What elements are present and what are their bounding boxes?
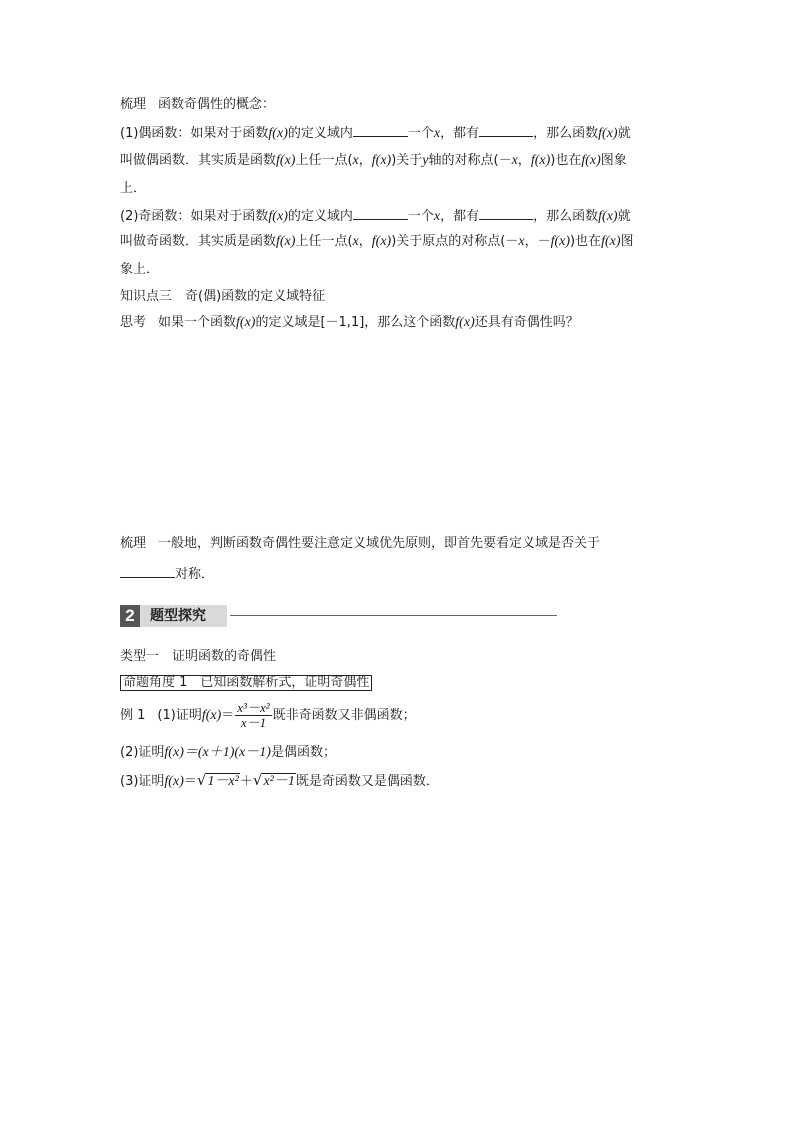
odd-def-line-2 (120, 233, 634, 251)
knowledge-point-3-title (120, 288, 325, 306)
radicand: 1－x² (207, 774, 239, 789)
even-def-line-2 (120, 152, 627, 170)
example-text: 是偶函数； (270, 745, 336, 760)
fx-symbol: f(x) (581, 153, 601, 168)
fx-symbol: f(x) (268, 209, 288, 224)
summary-2-line-2 (120, 563, 214, 584)
type-1-title (120, 648, 276, 666)
fill-blank[interactable] (353, 205, 408, 220)
fx-symbol: f(x) (598, 126, 618, 141)
radical-sign-icon: √ (252, 771, 263, 789)
fx-symbol: f(x) (601, 234, 621, 249)
even-text: 轴的对称点(－ (428, 153, 512, 168)
plus-sign: ＋ (239, 774, 253, 789)
example-1-part-1 (120, 700, 416, 732)
fill-blank[interactable] (120, 563, 175, 578)
odd-text: )关于原点的对称点(－ (391, 234, 519, 249)
even-text: 上． (120, 181, 147, 196)
summary-label: 梳理 (120, 536, 147, 551)
example-text: (1)证明 (157, 708, 202, 723)
radicand: x²－1 (263, 774, 295, 789)
x-symbol: x (511, 153, 518, 168)
summary-text: 函数奇偶性的概念： (158, 97, 276, 112)
fill-blank[interactable] (353, 122, 408, 137)
even-text: 叫做偶函数．其实质是函数 (120, 153, 277, 168)
even-text: ，都有 (440, 126, 480, 141)
odd-text: ，－ (524, 234, 551, 249)
y-symbol: y (422, 153, 429, 168)
summary-2 (120, 535, 600, 553)
even-text: (1)偶函数：如果对于函数 (120, 126, 269, 141)
x-symbol: x (433, 209, 441, 224)
even-def-line-1 (120, 122, 631, 143)
section-title: 题型探究 (140, 605, 227, 627)
x-symbol: x (352, 153, 359, 168)
x-symbol: x (352, 234, 359, 249)
fx-symbol: f(x) (276, 234, 296, 249)
summary-label: 梳理 (120, 97, 147, 112)
fx-symbol: f(x) (455, 315, 475, 330)
knowledge-title-text: 知识点三 奇(偶)函数的定义域特征 (120, 289, 326, 304)
fill-blank[interactable] (479, 205, 533, 220)
summary-text: 对称． (175, 567, 215, 582)
example-1-part-2 (120, 744, 336, 762)
equals-sign: ＝ (221, 708, 235, 723)
x-symbol: x (433, 126, 441, 141)
sqrt-expression (197, 771, 240, 791)
even-text: 图象 (600, 153, 627, 168)
even-text: ，那么函数 (533, 126, 599, 141)
odd-def-line-3 (120, 261, 159, 279)
even-text: ， (358, 153, 372, 168)
think-label: 思考 (120, 315, 147, 330)
expression: ＝(x＋1)(x－1) (183, 745, 271, 760)
odd-text: 就 (617, 209, 631, 224)
odd-text: 的定义域内 (287, 209, 353, 224)
even-text: )也在 (550, 153, 582, 168)
think-question (120, 314, 579, 332)
think-text: 如果一个函数 (158, 315, 237, 330)
example-label: 例 1 (120, 708, 146, 723)
even-text: ， (517, 153, 531, 168)
example-text: 既是奇函数又是偶函数． (295, 774, 439, 789)
x-symbol: x (518, 234, 525, 249)
fx-symbol: f(x) (550, 234, 571, 249)
fx-symbol: f(x) (268, 126, 288, 141)
fraction (235, 701, 271, 730)
summary-1 (120, 96, 275, 114)
proposition-angle (120, 674, 372, 692)
fx-symbol: f(x) (276, 153, 296, 168)
fx-symbol: f(x) (164, 774, 184, 789)
fx-symbol: f(x) (530, 153, 551, 168)
odd-text: ， (358, 234, 372, 249)
example-text: (3)证明 (120, 774, 165, 789)
fx-symbol: f(x) (598, 209, 618, 224)
odd-text: 叫做奇函数．其实质是函数 (120, 234, 277, 249)
odd-text: ，都有 (440, 209, 480, 224)
fx-symbol: f(x) (371, 234, 392, 249)
proposition-angle-box: 命题角度 1 已知函数解析式，证明奇偶性 (120, 675, 372, 691)
sqrt-expression (253, 771, 296, 791)
odd-text: (2)奇函数：如果对于函数 (120, 209, 269, 224)
fx-symbol: f(x) (236, 315, 256, 330)
example-text: (2)证明 (120, 745, 165, 760)
odd-text: 图 (620, 234, 634, 249)
think-text: 还具有奇偶性吗？ (474, 315, 579, 330)
think-text: 的定义域是[－1,1]，那么这个函数 (255, 315, 456, 330)
even-text: 上任一点( (295, 153, 353, 168)
fx-symbol: f(x) (371, 153, 392, 168)
fx-symbol: f(x) (201, 708, 222, 723)
fill-blank[interactable] (479, 122, 533, 137)
section-divider (230, 615, 557, 616)
even-text: 一个 (407, 126, 434, 141)
section-number: 2 (120, 605, 140, 627)
odd-def-line-1 (120, 205, 631, 226)
fraction-denominator: x－1 (240, 715, 267, 730)
odd-text: 上任一点( (295, 234, 353, 249)
example-1-part-3 (120, 771, 439, 791)
even-text: 就 (617, 126, 631, 141)
fx-symbol: f(x) (164, 745, 184, 760)
odd-text: )也在 (570, 234, 602, 249)
fraction-numerator: x³－x² (237, 700, 270, 715)
radical-sign-icon: √ (196, 771, 207, 789)
even-text: 的定义域内 (287, 126, 353, 141)
type-title-text: 类型一 证明函数的奇偶性 (120, 649, 277, 664)
even-text: )关于 (391, 153, 423, 168)
equals-sign: ＝ (183, 774, 197, 789)
even-def-line-3 (120, 180, 146, 198)
odd-text: 一个 (407, 209, 434, 224)
example-text: 既非奇函数又非偶函数； (272, 708, 416, 723)
odd-text: 象上． (120, 262, 160, 277)
summary-text: 一般地，判断函数奇偶性要注意定义域优先原则，即首先要看定义域是否关于 (158, 536, 601, 551)
odd-text: ，那么函数 (533, 209, 599, 224)
